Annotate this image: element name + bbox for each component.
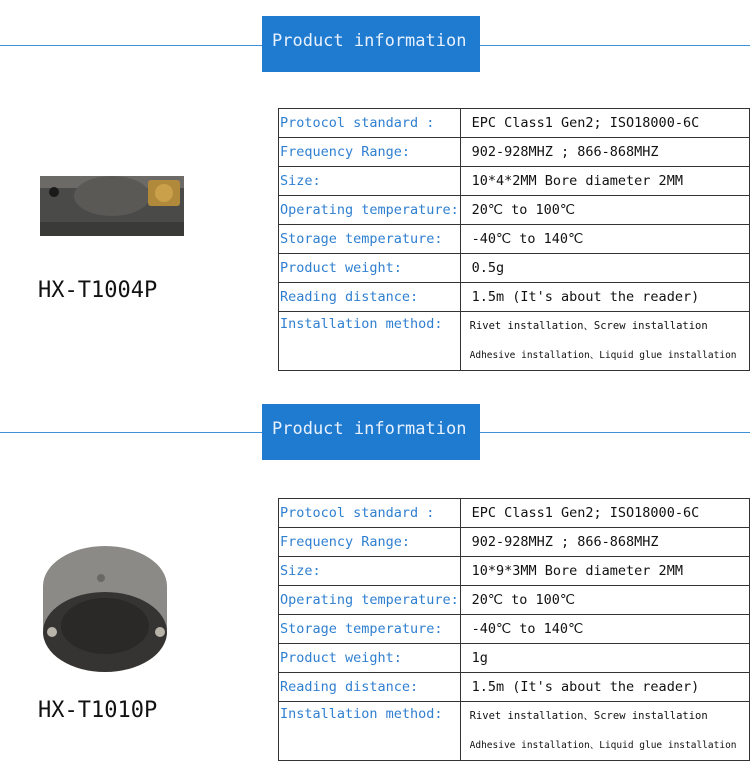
table-row bbox=[279, 167, 750, 196]
spec-key: Product weight: bbox=[279, 254, 461, 283]
installation-line-2: Adhesive installation、Liquid glue installation bbox=[469, 350, 737, 361]
table-row bbox=[279, 499, 750, 528]
spec-value: 902-928MHZ ; 866-868MHZ bbox=[460, 138, 749, 167]
model-name: HX-T1004P bbox=[38, 278, 158, 303]
table-row bbox=[279, 225, 750, 254]
product-image-hx-t1004p bbox=[36, 168, 188, 244]
spec-key: Frequency Range: bbox=[279, 528, 461, 557]
spec-key: Operating temperature: bbox=[279, 196, 461, 225]
table-row bbox=[279, 586, 750, 615]
table-row bbox=[279, 644, 750, 673]
spec-key: Reading distance: bbox=[279, 283, 461, 312]
spec-key: Protocol standard : bbox=[279, 109, 461, 138]
installation-line-1: Rivet installation、Screw installation bbox=[469, 710, 708, 722]
table-row bbox=[279, 702, 750, 761]
spec-table-2 bbox=[278, 498, 750, 761]
table-row bbox=[279, 615, 750, 644]
spec-key: Size: bbox=[279, 167, 461, 196]
spec-value: -40℃ to 140℃ bbox=[460, 615, 749, 644]
spec-value: EPC Class1 Gen2; ISO18000-6C bbox=[460, 109, 749, 138]
spec-value: 1.5m (It's about the reader) bbox=[460, 673, 749, 702]
section-header-1 bbox=[262, 16, 480, 72]
spec-value: 20℃ to 100℃ bbox=[460, 586, 749, 615]
spec-key: Installation method: bbox=[279, 702, 461, 761]
table-row bbox=[279, 673, 750, 702]
spec-value: 10*4*2MM Bore diameter 2MM bbox=[460, 167, 749, 196]
table-row bbox=[279, 557, 750, 586]
model-name: HX-T1010P bbox=[38, 698, 158, 723]
section-header-title: Product information bbox=[272, 31, 467, 51]
spec-value: 1g bbox=[460, 644, 749, 673]
spec-key: Storage temperature: bbox=[279, 615, 461, 644]
section-header-2 bbox=[262, 404, 480, 460]
spec-value-installation bbox=[460, 702, 749, 761]
product-image-hx-t1010p bbox=[38, 540, 172, 676]
spec-value: 20℃ to 100℃ bbox=[460, 196, 749, 225]
spec-key: Frequency Range: bbox=[279, 138, 461, 167]
spec-key: Storage temperature: bbox=[279, 225, 461, 254]
spec-key: Reading distance: bbox=[279, 673, 461, 702]
spec-key: Protocol standard : bbox=[279, 499, 461, 528]
table-row bbox=[279, 254, 750, 283]
spec-key: Operating temperature: bbox=[279, 586, 461, 615]
spec-table-1 bbox=[278, 108, 750, 371]
table-row bbox=[279, 109, 750, 138]
table-row bbox=[279, 312, 750, 371]
spec-value: 902-928MHZ ; 866-868MHZ bbox=[460, 528, 749, 557]
spec-value: 10*9*3MM Bore diameter 2MM bbox=[460, 557, 749, 586]
table-row bbox=[279, 138, 750, 167]
section-header-title: Product information bbox=[272, 419, 467, 439]
spec-value-installation bbox=[460, 312, 749, 371]
spec-value: 1.5m (It's about the reader) bbox=[460, 283, 749, 312]
installation-line-1: Rivet installation、Screw installation bbox=[469, 320, 708, 332]
spec-key: Installation method: bbox=[279, 312, 461, 371]
spec-value: EPC Class1 Gen2; ISO18000-6C bbox=[460, 499, 749, 528]
table-row bbox=[279, 283, 750, 312]
installation-line-2: Adhesive installation、Liquid glue installation bbox=[469, 740, 737, 751]
spec-key: Product weight: bbox=[279, 644, 461, 673]
table-row bbox=[279, 196, 750, 225]
spec-value: 0.5g bbox=[460, 254, 749, 283]
table-row bbox=[279, 528, 750, 557]
spec-value: -40℃ to 140℃ bbox=[460, 225, 749, 254]
spec-key: Size: bbox=[279, 557, 461, 586]
